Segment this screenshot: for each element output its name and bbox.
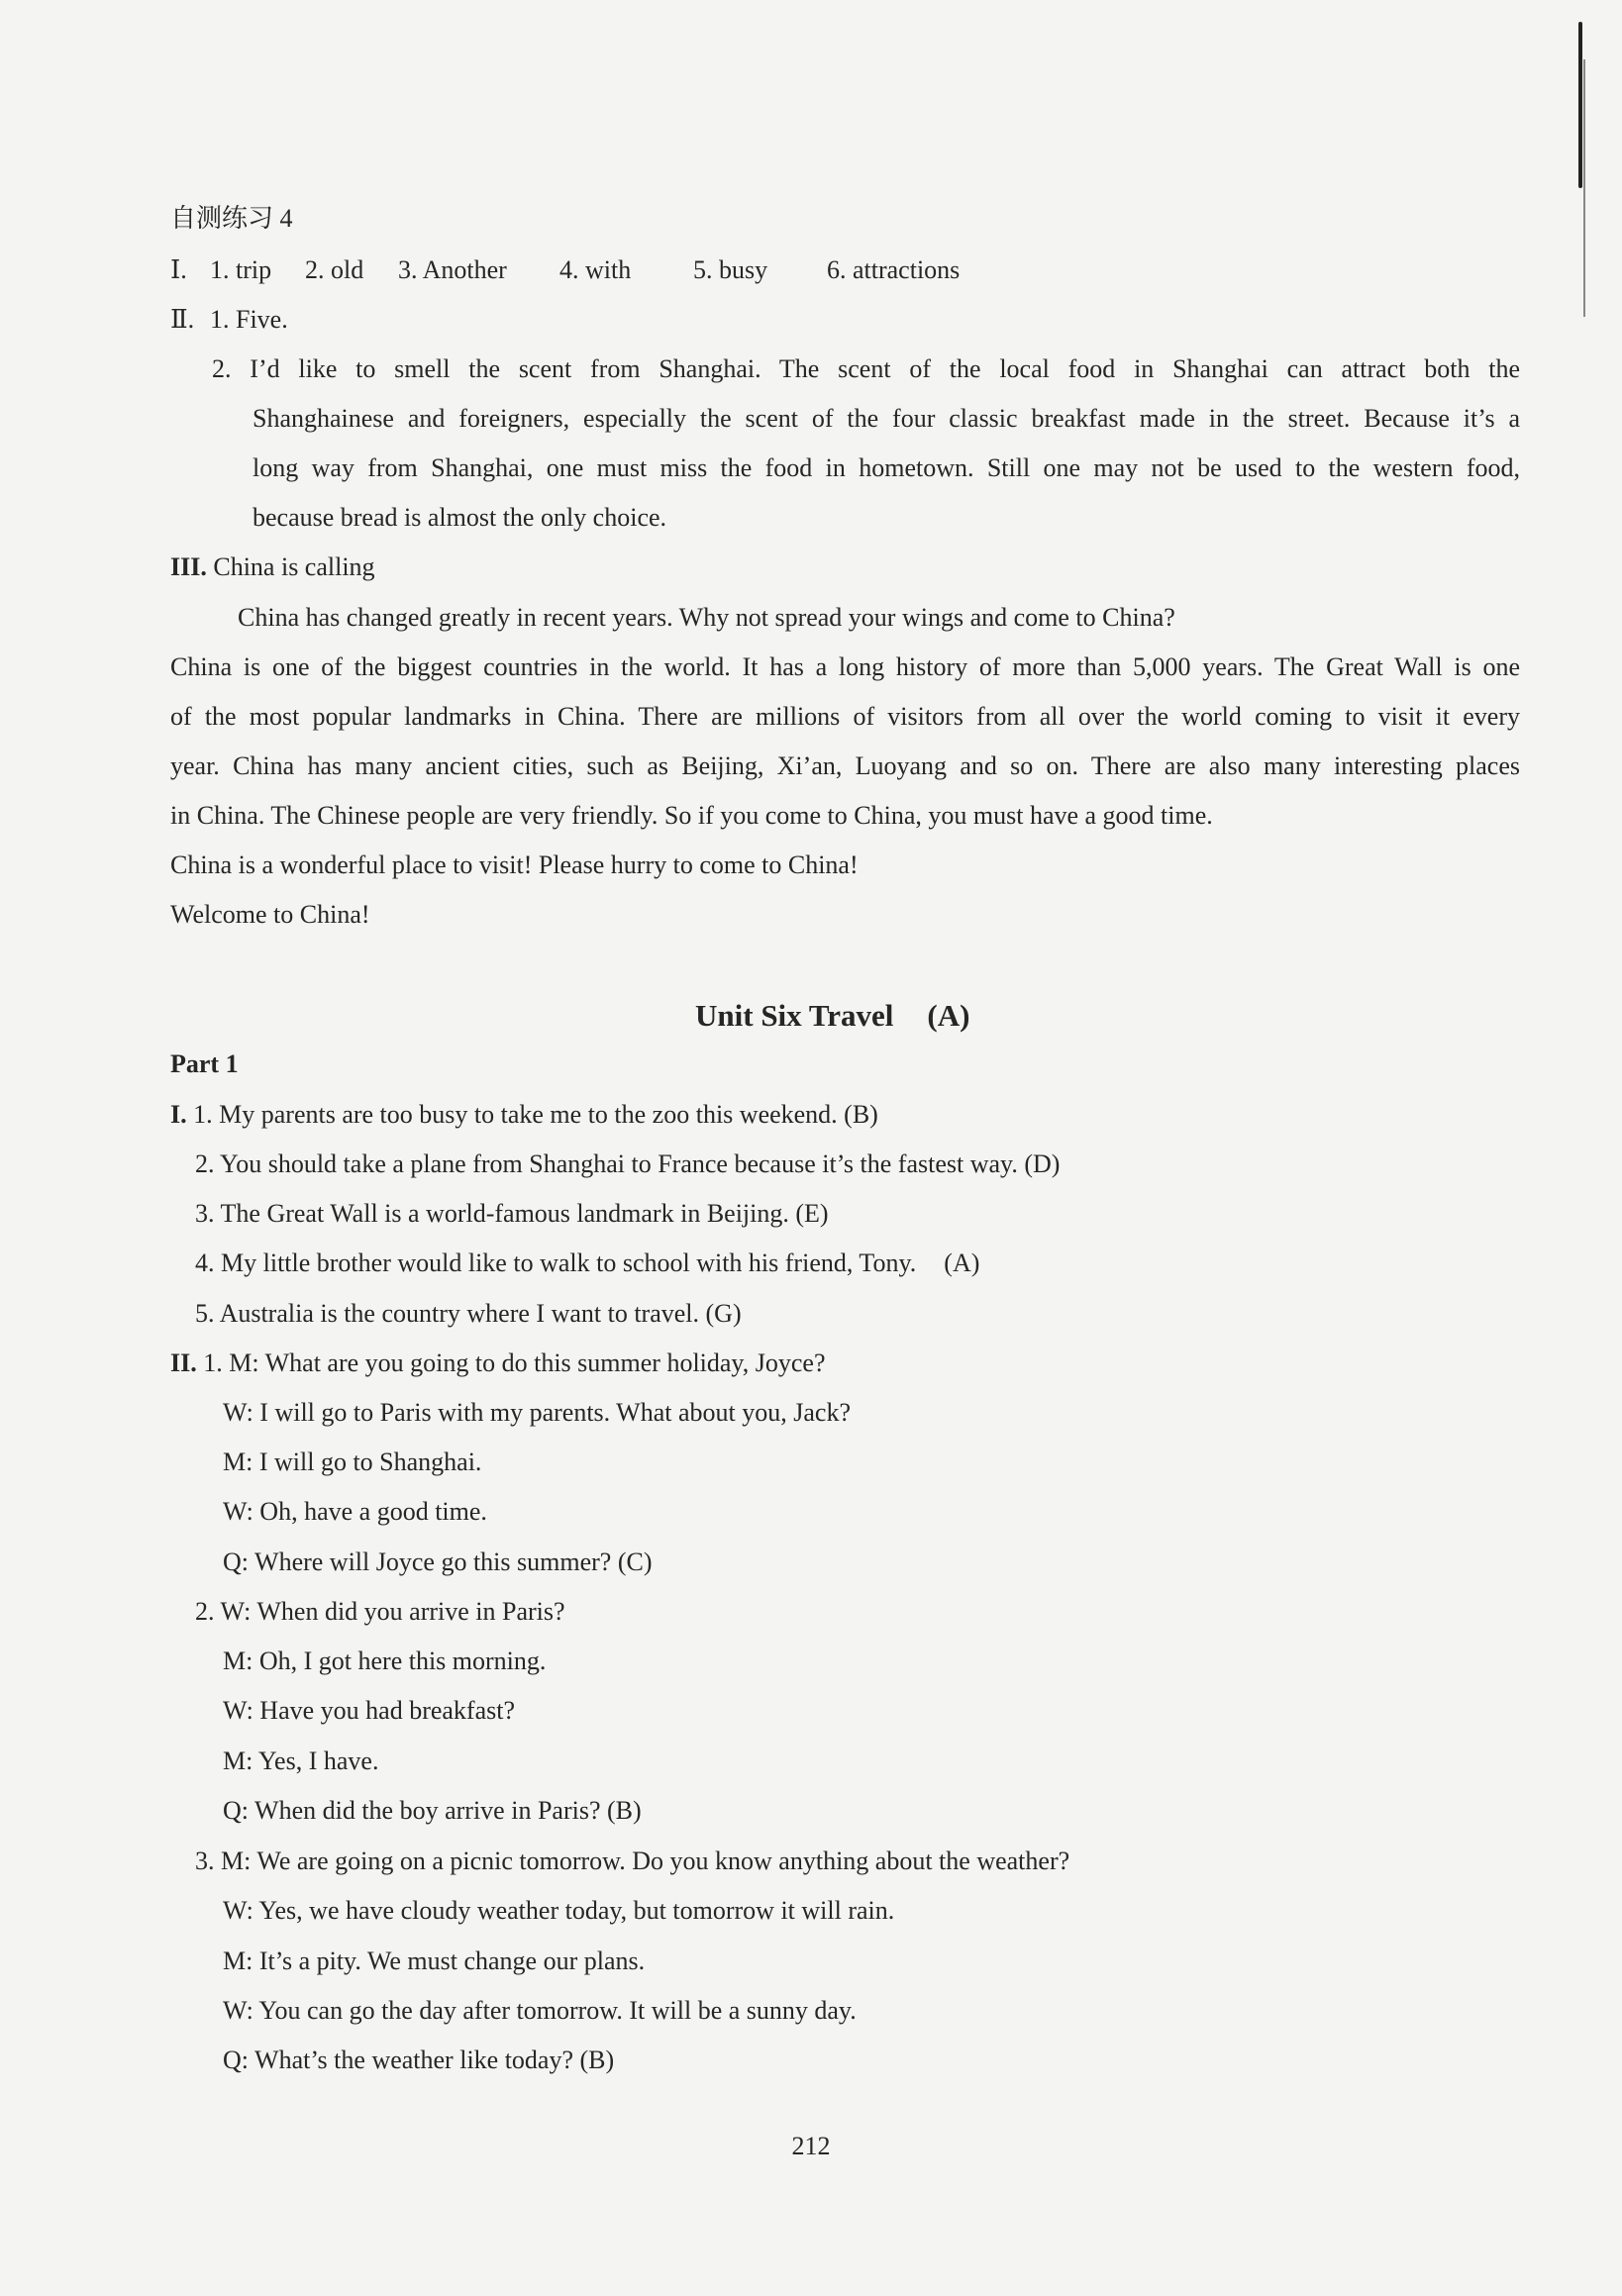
page-edge-mark <box>1578 22 1582 188</box>
answer-item: 4. with <box>559 255 632 284</box>
paragraph-line: long way from Shanghai, one must miss the food in hometown. Still one may not be used to the western food, <box>253 453 1520 482</box>
paragraph-line: 2. I’d like to smell the scent from Shanghai. The scent of the local food in Shanghai can attract both the <box>212 354 1520 383</box>
part-heading: Part 1 <box>170 1049 239 1078</box>
question-1-answers <box>170 253 960 287</box>
essay-line: China is a wonderful place to visit! Please hurry to come to China! <box>170 850 859 879</box>
dialogue-line: W: Oh, have a good time. <box>223 1497 487 1526</box>
dialogue-line: M: I will go to Shanghai. <box>223 1447 482 1476</box>
dialogue-line: M: Oh, I got here this morning. <box>223 1647 547 1675</box>
essay-line: Welcome to China! <box>170 900 370 929</box>
question-label: Ⅱ. <box>170 305 195 334</box>
answer-item: 6. attractions <box>827 255 961 284</box>
page-number: 212 <box>791 2132 831 2160</box>
paragraph-line: because bread is almost the only choice. <box>253 503 667 532</box>
dialogue-text: 1. M: What are you going to do this summer holiday, Joyce? <box>203 1348 826 1377</box>
answer-item: 3. Another <box>398 255 507 284</box>
dialogue-line: W: You can go the day after tomorrow. It will be a sunny day. <box>223 1996 857 2025</box>
unit-title <box>695 996 969 1036</box>
dialogue-line: W: I will go to Paris with my parents. What about you, Jack? <box>223 1398 851 1427</box>
unit-title-suffix: (A) <box>927 998 970 1033</box>
sentence-answer: 4. My little brother would like to walk to school with his friend, Tony. <box>195 1248 917 1277</box>
dialogue-line: Q: What’s the weather like today? (B) <box>223 2046 615 2074</box>
question-label: I. <box>170 1100 187 1129</box>
dialogue-line: M: Yes, I have. <box>223 1747 379 1775</box>
question-3-heading <box>170 550 375 584</box>
dialogue-line: M: It’s a pity. We must change our plans. <box>223 1947 646 1975</box>
dialogue-line: Q: Where will Joyce go this summer? (C) <box>223 1547 653 1576</box>
question-label: Ⅰ. <box>170 255 187 284</box>
dialogue-line: 2. W: When did you arrive in Paris? <box>195 1597 565 1626</box>
listening-q1-item <box>170 1098 878 1132</box>
essay-line: China is one of the biggest countries in the world. It has a long history of more than 5,000 years. The Great Wall is one <box>170 652 1520 681</box>
question-2-item-1 <box>170 303 288 337</box>
answer-item: 1. Five. <box>210 305 288 334</box>
answer-item: 1. trip <box>210 255 272 284</box>
dialogue-line: Q: When did the boy arrive in Paris? (B) <box>223 1796 642 1825</box>
essay-line: in China. The Chinese people are very friendly. So if you come to China, you must have a good time. <box>170 801 1213 830</box>
sentence-answer: 1. My parents are too busy to take me to the zoo this weekend. (B) <box>193 1100 878 1129</box>
answer-item: 5. busy <box>693 255 768 284</box>
question-label: II. <box>170 1348 197 1377</box>
answer-letter: (A) <box>944 1248 980 1277</box>
essay-title: China is calling <box>213 552 375 581</box>
listening-q1-item <box>195 1247 979 1280</box>
page-edge-shadow <box>1583 59 1585 317</box>
question-label: III. <box>170 552 207 581</box>
listening-q1-item: 2. You should take a plane from Shanghai to France because it’s the fastest way. (D) <box>195 1149 1061 1178</box>
paragraph-line: Shanghainese and foreigners, especially the scent of the four classic breakfast made in the street. Because it’s a <box>253 404 1520 433</box>
listening-q1-item: 3. The Great Wall is a world-famous landmark in Beijing. (E) <box>195 1199 829 1228</box>
dialogue-line: W: Yes, we have cloudy weather today, but tomorrow it will rain. <box>223 1896 895 1925</box>
section-heading: 自测练习 4 <box>170 204 293 233</box>
dialogue-line: 3. M: We are going on a picnic tomorrow. Do you know anything about the weather? <box>195 1847 1070 1875</box>
dialogue-line <box>170 1347 825 1380</box>
listening-q1-item: 5. Australia is the country where I want to travel. (G) <box>195 1299 742 1328</box>
essay-line: year. China has many ancient cities, such as Beijing, Xi’an, Luoyang and so on. There are also many interesting places <box>170 751 1520 780</box>
essay-line: of the most popular landmarks in China. There are millions of visitors from all over the world coming to visit it every <box>170 702 1520 731</box>
answer-item: 2. old <box>305 255 364 284</box>
unit-title-text: Unit Six Travel <box>695 998 894 1033</box>
dialogue-line: W: Have you had breakfast? <box>223 1696 516 1725</box>
essay-line: China has changed greatly in recent years. Why not spread your wings and come to China? <box>238 603 1175 632</box>
